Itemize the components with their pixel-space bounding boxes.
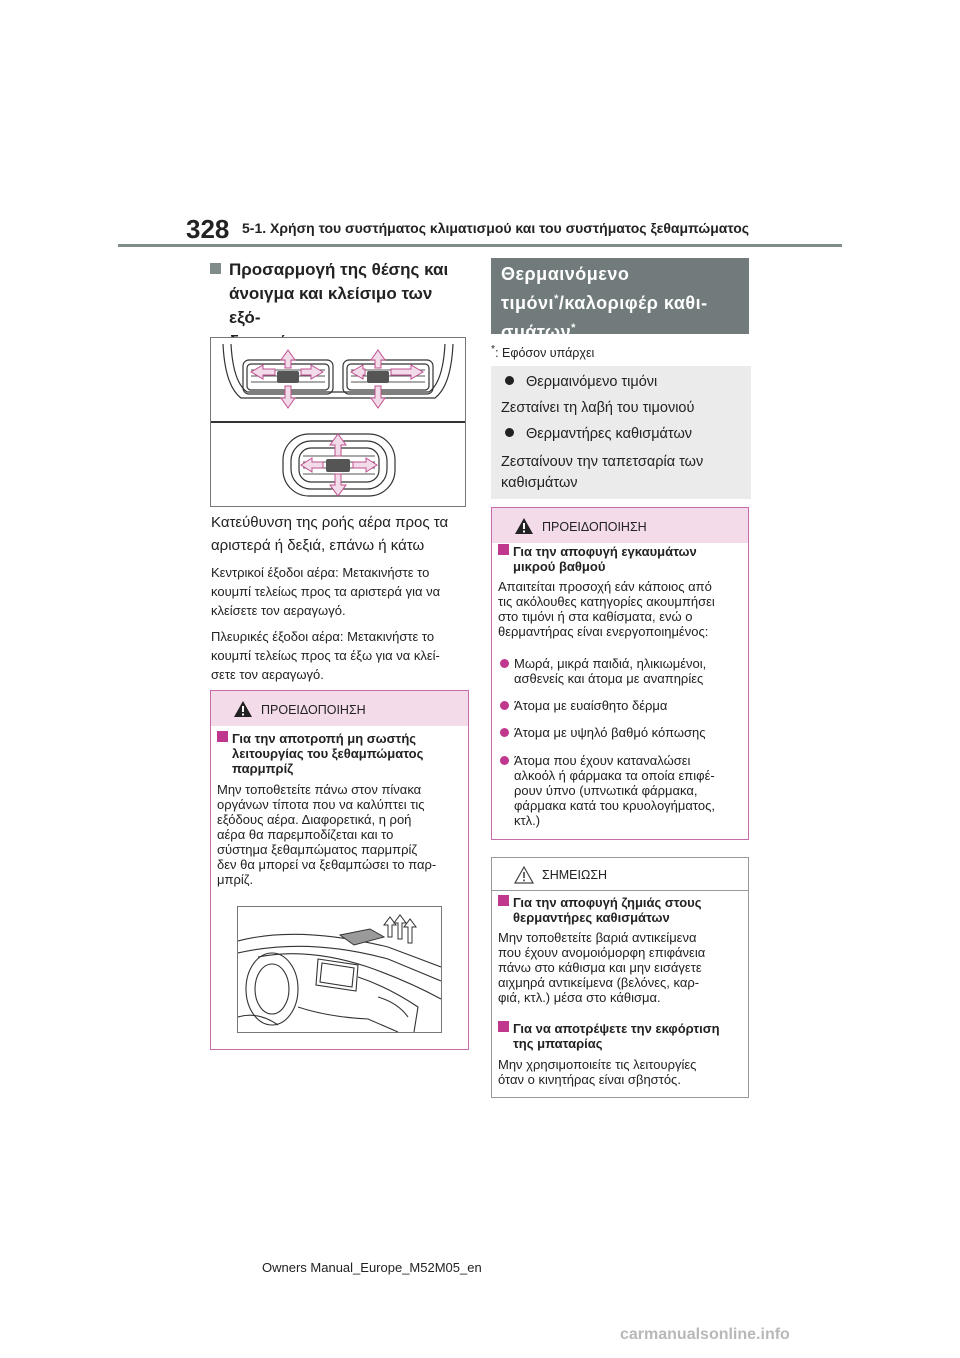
warning-box-burns — [491, 507, 749, 840]
square-bullet-icon — [210, 263, 221, 274]
caution-icon — [514, 866, 534, 884]
list-item: Άτομα που έχουν καταναλώσει αλκοόλ ή φάρμακα τα οποία επιφέ- ρουν ύπνο (υπνωτικά φάρμακα, φάρμακα κατά του κρυολογήματος, κτλ.) — [500, 753, 740, 828]
footnote: *: Εφόσον υπάρχει — [491, 344, 595, 361]
feature-desc-seat-heaters: Ζεσταίνουν την ταπετσαρία των καθισμάτων — [501, 454, 704, 491]
note-subheading-battery: Για να αποτρέψετε την εκφόρτιση της μπαταρίας — [498, 1021, 743, 1051]
page-number: 328 — [186, 214, 230, 244]
footer-text: Owners Manual_Europe_M52M05_en — [262, 1260, 482, 1275]
note-subheading-seats: Για την αποφυγή ζημιάς στους θερμαντήρες καθισμάτων — [498, 895, 743, 925]
section-banner: Θερμαινόμενο τιμόνι*/καλοριφέρ καθι- σμάτων* — [491, 258, 749, 334]
warning-title: ΠΡΟΕΙΔΟΠΟΙΗΣΗ — [261, 703, 366, 717]
header-divider — [118, 244, 842, 247]
bullet-dot-icon — [500, 701, 509, 710]
note-box — [491, 857, 749, 1098]
warning-box-defroster — [210, 690, 469, 1050]
warning-text: Μην τοποθετείτε πάνω στον πίνακα οργάνων τίποτα που να καλύπτει τις εξόδους αέρα. Διαφορετικά, η ροή αέρα θα παρεμποδίζεται και το σύστημα ξεθαμπώματος παρμπρίζ δεν θα μπορεί να ξεθαμπώσει το παρ- μπρίζ. — [217, 782, 437, 887]
feature-item-seat-heaters: Θερμαντήρες καθισμάτων — [505, 426, 692, 442]
warning-header — [492, 508, 748, 543]
warning-icon — [514, 517, 534, 535]
note-header — [492, 858, 748, 891]
note-title: ΣΗΜΕΙΩΣΗ — [542, 868, 608, 882]
bullet-dot-icon — [505, 428, 514, 437]
feature-item-heated-wheel: Θερμαινόμενο τιμόνι — [505, 374, 657, 390]
list-item: Μωρά, μικρά παιδιά, ηλικιωμένοι, ασθενείς και άτομα με αναπηρίες — [500, 656, 740, 686]
dashboard-drawing — [238, 907, 441, 1032]
bullet-dot-icon — [500, 728, 509, 737]
square-bullet-icon — [217, 731, 228, 742]
air-vents-illustration — [210, 337, 466, 507]
warning-icon — [233, 700, 253, 718]
square-bullet-icon — [498, 544, 509, 555]
warning-header — [211, 691, 468, 726]
warning-title: ΠΡΟΕΙΔΟΠΟΙΗΣΗ — [542, 520, 647, 534]
watermark: carmanualsonline.info — [620, 1326, 790, 1343]
bullet-dot-icon — [505, 376, 514, 385]
note-text-seats: Μην τοποθετείτε βαριά αντικείμενα που έχουν ανομοιόμορφη επιφάνεια πάνω στο κάθισμα και μην εισάγετε αιχμηρά αντικείμενα (βελόνες, καρ- φιά, κτλ.) μέσα στο κάθισμα. — [498, 930, 706, 1005]
warning-text: Απαιτείται προσοχή εάν κάποιος από τις ακόλουθες κατηγορίες ακουμπήσει στο τιμόνι ή στα καθίσματα, ενώ ο θερμαντήρας είναι ενεργοποιημένος: — [498, 579, 715, 639]
center-vents-paragraph: Κεντρικοί έξοδοι αέρα: Μετακινήστε το κουμπί τελείως προς τα αριστερά για να κλείσετε τον αεραγωγό. — [211, 565, 441, 618]
warning-subheading: Για την αποφυγή εγκαυμάτων μικρού βαθμού — [498, 544, 743, 574]
figure-caption: Κατεύθυνση της ροής αέρα προς τα αριστερά ή δεξιά, επάνω ή κάτω — [211, 514, 449, 554]
section-title: 5-1. Χρήση του συστήματος κλιματισμού και του συστήματος ξεθαμπώματος — [242, 220, 750, 236]
list-item: Άτομα με υψηλό βαθμό κόπωσης — [500, 725, 740, 740]
section-heading: Προσαρμογή της θέσης και άνοιγμα και κλείσιμο των εξό- — [210, 258, 465, 354]
square-bullet-icon — [498, 1021, 509, 1032]
square-bullet-icon — [498, 895, 509, 906]
note-text-battery: Μην χρησιμοποιείτε τις λειτουργίες όταν ο κινητήρας είναι σβηστός. — [498, 1057, 697, 1087]
dashboard-illustration — [237, 906, 442, 1033]
feature-list-box — [491, 366, 751, 499]
bullet-dot-icon — [500, 659, 509, 668]
bullet-dot-icon — [500, 756, 509, 765]
air-vents-drawing — [211, 338, 465, 506]
list-item: Άτομα με ευαίσθητο δέρμα — [500, 698, 740, 713]
warning-subheading: Για την αποτροπή μη σωστής λειτουργίας του ξεθαμπώματος παρμπρίζ — [217, 731, 462, 776]
side-vents-paragraph: Πλευρικές έξοδοι αέρα: Μετακινήστε το κουμπί τελείως προς τα έξω για να κλεί- σετε τον αεραγωγό. — [211, 629, 440, 682]
feature-desc-heated-wheel: Ζεσταίνει τη λαβή του τιμονιού — [501, 400, 695, 416]
